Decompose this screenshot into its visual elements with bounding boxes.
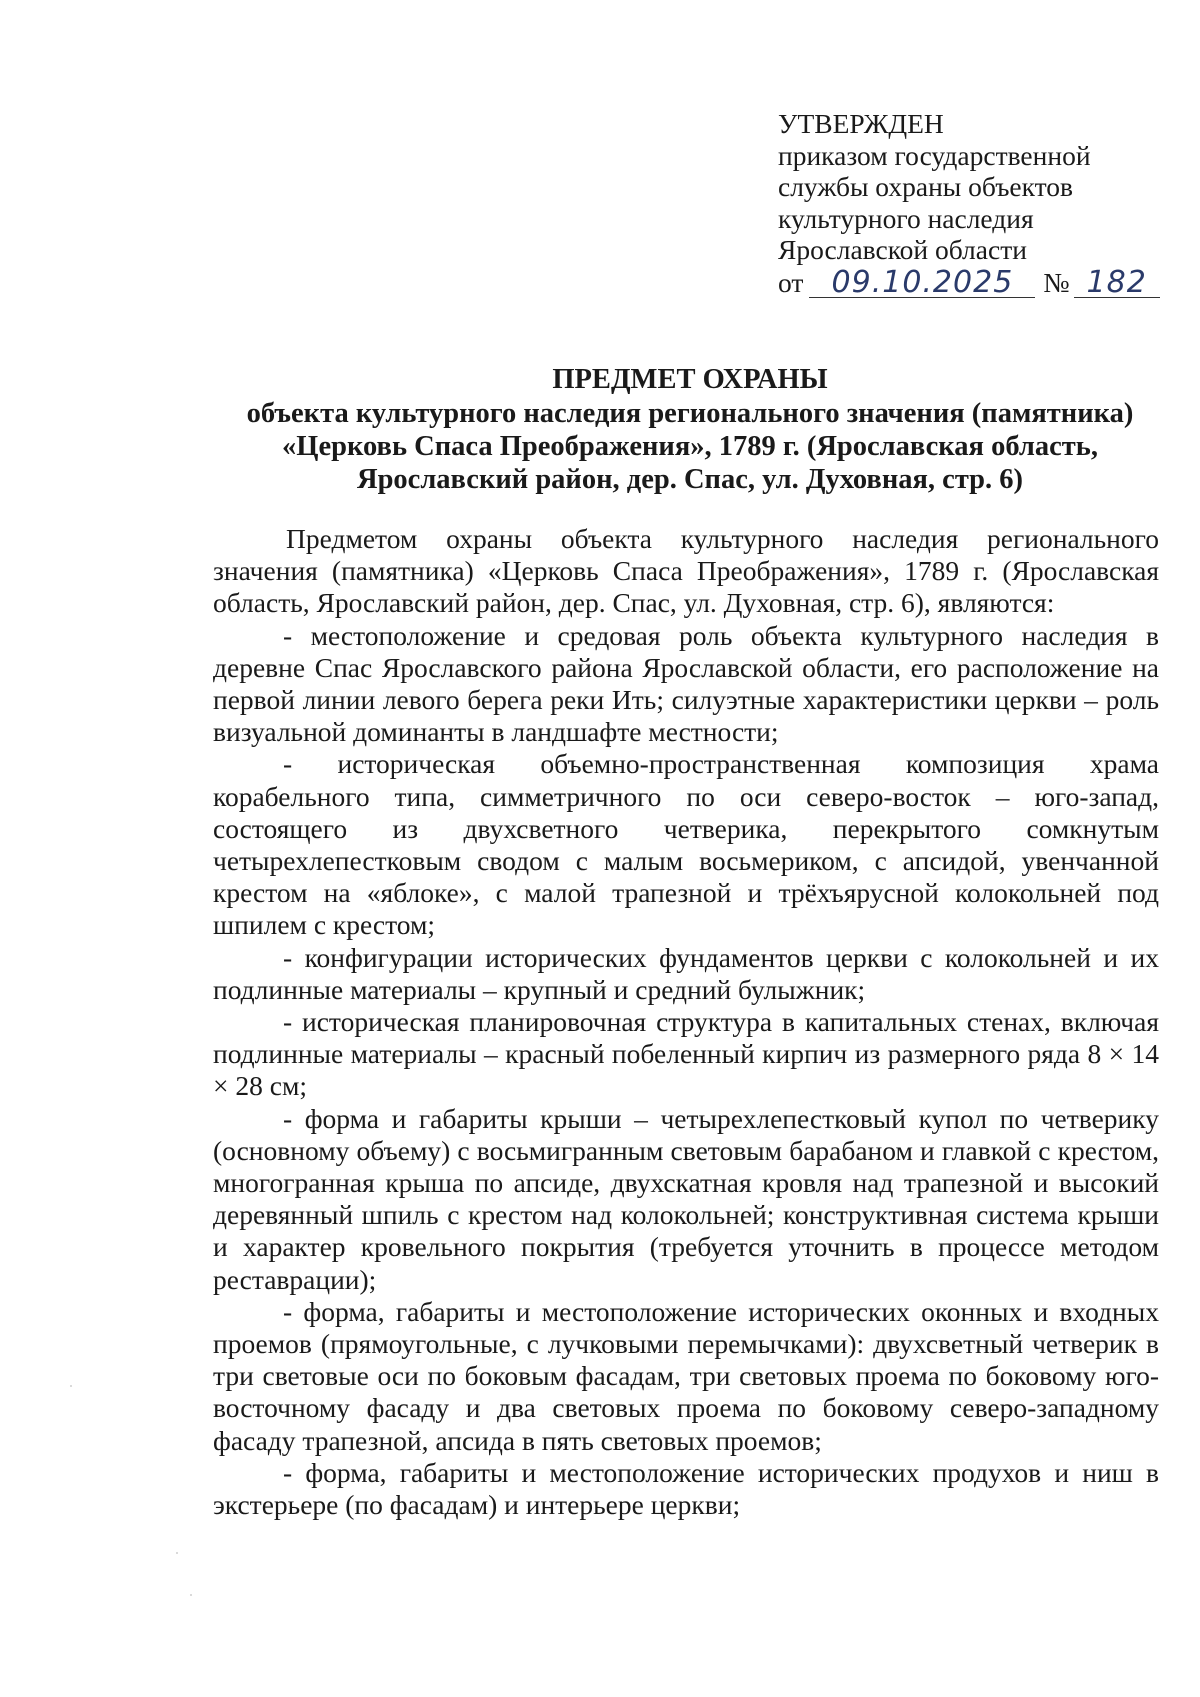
approval-date-line	[778, 264, 1158, 300]
title-line: Ярославский район, дер. Спас, ул. Духовная, стр. 6)	[356, 464, 1024, 495]
approval-line: Ярославской области	[778, 234, 1027, 265]
approval-stamp-title: УТВЕРЖДЕН	[778, 108, 944, 139]
document-title	[140, 363, 1200, 496]
body-paragraph-item: - историческая объемно-пространственная композиция храма корабельного типа, симметричного по оси северо-восток – юго-запад, состоящего из двухсветного четверика, перекрытого сомкнутым четырехлепестковым сводом с малым восьмериком, с апсидой, увенчанной крестом на «яблоке», с малой трапезной и трёхъярусной колокольней под шпилем с крестом;	[213, 748, 1159, 941]
handwritten-date: 09.10.2025	[809, 269, 1035, 298]
body-paragraph-item: - историческая планировочная структура в капитальных стенах, включая подлинные материалы – красный побеленный кирпич из размерного ряда 8 × 14 × 28 см;	[213, 1006, 1159, 1102]
title-line: объекта культурного наследия регионального значения (памятника)	[246, 398, 1134, 429]
date-prefix: от	[778, 266, 804, 298]
approval-block	[778, 108, 1158, 298]
scan-speck	[190, 1594, 192, 1596]
approval-line: службы охраны объектов	[778, 171, 1074, 202]
approval-line: приказом государственной	[778, 139, 1091, 171]
handwritten-number: 182	[1074, 269, 1160, 298]
body-paragraph-item: - форма, габариты и местоположение исторических продухов и ниш в экстерьере (по фасадам) и интерьере церкви;	[213, 1456, 1159, 1521]
document-body	[213, 523, 1159, 1521]
title-heading: ПРЕДМЕТ ОХРАНЫ	[552, 364, 828, 395]
body-paragraph-item: - местоположение и средовая роль объекта культурного наследия в деревне Спас Ярославского района Ярославской области, его расположение на первой линии левого берега реки Ить; силуэтные характеристики церкви – роль визуальной доминанты в ландшафте местности;	[213, 619, 1159, 748]
scan-speck	[176, 1552, 178, 1554]
approval-line: культурного наследия	[778, 202, 1034, 234]
body-paragraph-item: - форма и габариты крыши – четырехлепестковый купол по четверику (основному объему) с восьмигранным световым барабаном и главкой с крестом, многогранная крыша по апсиде, двухскатная кровля над трапезной и высокий деревянный шпиль с крестом над колокольней; конструктивная система крыши и характер кровельного покрытия (требуется уточнить в процессе методом реставрации);	[213, 1102, 1159, 1295]
title-line: «Церковь Спаса Преображения», 1789 г. (Ярославская область,	[282, 431, 1098, 462]
body-paragraph-item: - конфигурации исторических фундаментов церкви с колокольней и их подлинные материалы – крупный и средний булыжник;	[213, 941, 1159, 1005]
body-paragraph-intro: Предметом охраны объекта культурного наследия регионального значения (памятника) «Церковь Спаса Преображения», 1789 г. (Ярославская область, Ярославский район, дер. Спас, ул. Духовная, стр. 6), являются:	[213, 523, 1159, 619]
number-sign: №	[1043, 266, 1070, 298]
body-paragraph-item: - форма, габариты и местоположение исторических оконных и входных проемов (прямоугольные, с лучковыми перемычками): двухсветный четверик в три световые оси по боковым фасадам, три световых проема по боковому юго-восточному фасаду и два световых проема по боковому северо-западному фасаду трапезной, апсида в пять световых проемов;	[213, 1295, 1159, 1456]
scan-speck	[70, 1385, 72, 1387]
